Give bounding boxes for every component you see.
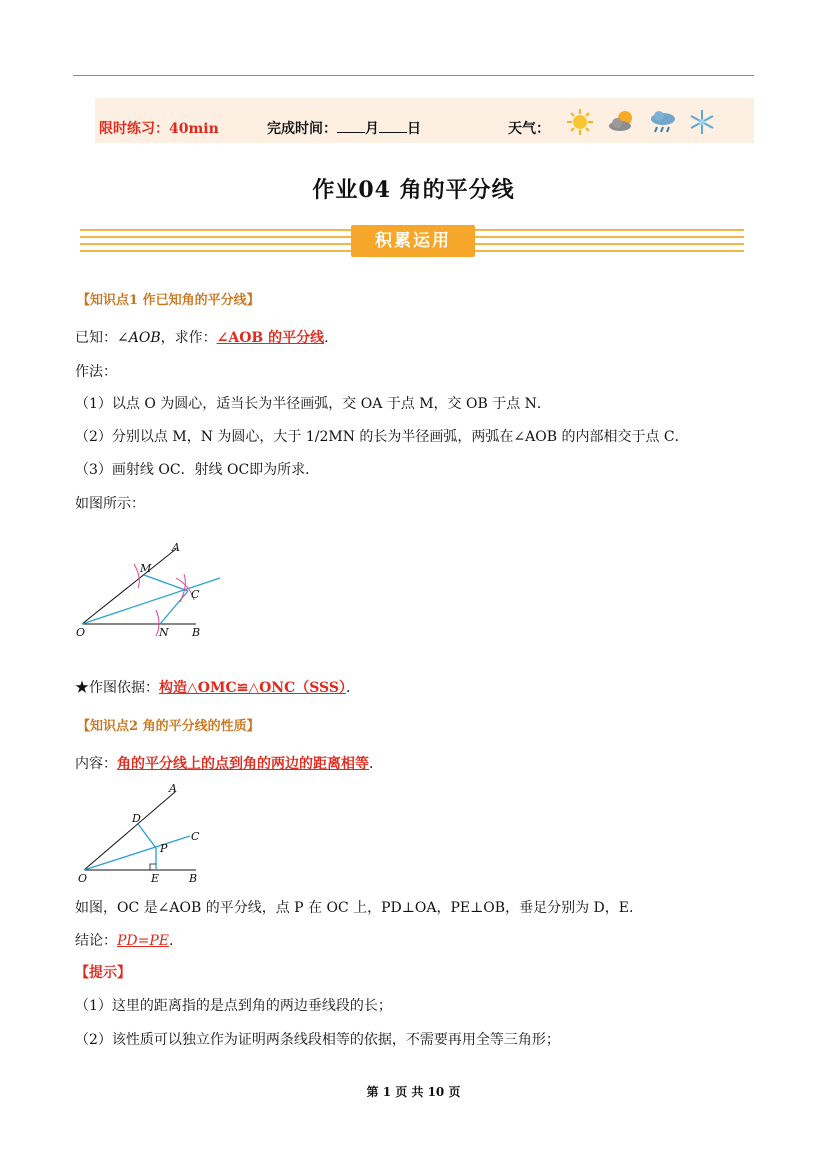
label-b-2: B	[189, 872, 198, 885]
kp2-figure-desc: 如图，OC 是∠AOB 的平分线，点 P 在 OC 上，PD⊥OA，PE⊥OB，垂足分别为 D，E.	[75, 900, 634, 916]
conclusion-end: .	[169, 933, 174, 949]
basis-prefix: ★作图依据：	[75, 680, 159, 696]
label-o: O	[76, 626, 86, 639]
bisector-property-diagram	[72, 778, 212, 888]
rain-icon[interactable]	[648, 107, 678, 137]
tips-heading: 【提示】	[75, 965, 131, 981]
content-value: 角的平分线上的点到角的两边的距离相等	[117, 756, 369, 772]
header-rule	[73, 75, 754, 76]
given-angle: ∠AOB	[117, 330, 161, 346]
kp1-basis	[75, 677, 360, 697]
basis-end: ．	[345, 680, 360, 696]
given-target: ∠AOB 的平分线	[216, 330, 325, 346]
completion-time	[267, 118, 421, 138]
month-blank[interactable]	[337, 120, 365, 133]
content-prefix: 内容：	[75, 756, 117, 772]
tip-2: （2）该性质可以独立作为证明两条线段相等的依据，不需要再用全等三角形；	[75, 1032, 560, 1048]
label-a: A	[172, 541, 180, 554]
page-title: 作业04 角的平分线	[312, 177, 515, 203]
day-label: 日	[407, 121, 421, 137]
partly-cloudy-icon[interactable]	[607, 107, 637, 137]
kp1-given	[75, 327, 329, 347]
arc-m	[134, 564, 139, 588]
day-blank[interactable]	[379, 120, 407, 133]
ray-oa	[82, 549, 176, 624]
given-prefix: 已知：	[75, 330, 117, 346]
segment-mc	[144, 575, 188, 591]
practice-banner	[95, 98, 754, 143]
sun-icon[interactable]	[565, 107, 595, 137]
label-c-2: C	[191, 830, 200, 843]
given-end: .	[324, 330, 329, 346]
kp2-content	[75, 753, 383, 773]
conclusion-value: PD=PE	[117, 933, 170, 949]
label-e: E	[151, 872, 160, 885]
section-tag: 积累运用	[351, 225, 475, 257]
page-footer: 第 1 页 共 10 页	[366, 1085, 461, 1099]
label-a-2: A	[169, 782, 177, 795]
segment-pd	[138, 824, 156, 848]
label-p: P	[160, 842, 168, 855]
label-n: N	[159, 626, 169, 639]
bisector-construction-diagram	[72, 538, 232, 642]
completion-time-label: 完成时间：	[267, 121, 337, 137]
kp2-heading: 【知识点2 角的平分线的性质】	[77, 719, 260, 734]
limit-practice-label: 限时练习：40min	[99, 121, 219, 137]
label-d: D	[132, 812, 141, 825]
basis-value: 构造△OMC≌△ONC（SSS）	[159, 680, 346, 696]
tip-1: （1）这里的距离指的是点到角的两边垂线段的长；	[75, 998, 392, 1014]
ray-oc	[82, 578, 220, 624]
kp1-step3: （3）画射线 OC．射线 OC即为所求．	[75, 462, 320, 478]
ray-oc-2	[84, 836, 190, 870]
label-b: B	[192, 626, 201, 639]
snow-icon[interactable]	[687, 107, 717, 137]
kp2-conclusion	[75, 930, 173, 950]
label-o-2: O	[78, 872, 88, 885]
weather-label: 天气：	[508, 121, 550, 137]
conclusion-prefix: 结论：	[75, 933, 117, 949]
kp1-step2: （2）分别以点 M，N 为圆心，大于 1/2MN 的长为半径画弧，两弧在∠AOB 的内部相交于点 C．	[75, 429, 689, 445]
label-m: M	[140, 562, 152, 575]
kp1-method: 作法：	[75, 364, 117, 380]
kp1-as-shown: 如图所示：	[75, 496, 145, 512]
month-label: 月	[365, 121, 379, 137]
kp1-heading: 【知识点1 作已知角的平分线】	[77, 293, 260, 308]
given-mid: ，求作：	[160, 330, 217, 346]
content-end: ．	[369, 756, 383, 772]
kp1-step1: （1）以点 O 为圆心，适当长为半径画弧，交 OA 于点 M，交 OB 于点 N．	[75, 396, 551, 412]
ray-oa-2	[84, 792, 175, 870]
label-c: C	[191, 588, 200, 601]
right-angle-e	[150, 864, 156, 870]
